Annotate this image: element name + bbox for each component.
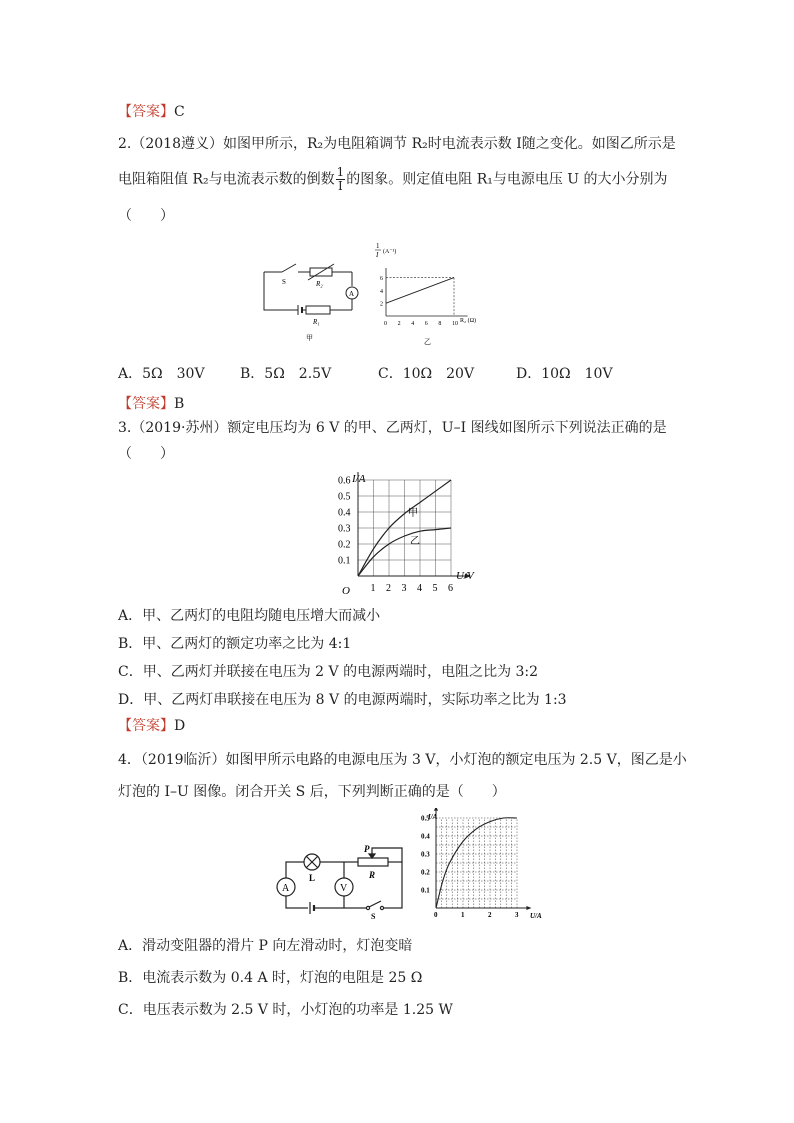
x-tick-label: 2 <box>488 911 492 919</box>
q2-option-d[interactable]: D．10Ω 10V <box>516 366 613 382</box>
r1-label: R₁ <box>313 318 320 326</box>
q2-line2 <box>118 166 668 193</box>
y-tick-label: 0.1 <box>421 886 430 895</box>
q2-line2-a: 电阻箱阻值 R₂与电流表示数的倒数 <box>118 171 335 188</box>
ammeter-label: A <box>349 290 355 298</box>
y-tick-label: 0.6 <box>338 475 351 487</box>
q2-option-b[interactable]: B．5Ω 2.5V <box>240 366 332 382</box>
x-tick-label: 6 <box>448 583 453 594</box>
origin-label: O <box>342 585 350 597</box>
y-axis-label: I/A <box>428 813 438 821</box>
data-line <box>386 278 454 304</box>
y-tick-label: 0.3 <box>338 523 351 535</box>
curve-label-jia: 甲 <box>408 508 418 519</box>
answer-tag: 【答案】 <box>118 718 174 734</box>
q2-graph-yi <box>372 240 492 348</box>
r2-label: R₂ <box>316 280 323 288</box>
q4-option-c[interactable]: C．电压表示数为 2.5 V 时，小灯泡的功率是 1.25 W <box>118 1002 453 1018</box>
x-tick-label: 2 <box>397 321 401 327</box>
y-tick-label: 0.2 <box>421 868 430 877</box>
x-axis-label: U/V <box>456 570 474 582</box>
y-axis-frac-den: I <box>376 251 379 259</box>
q4-circuit-diagram <box>268 840 418 920</box>
q3-option-c[interactable]: C．甲、乙两灯并联接在电压为 2 V 的电源两端时，电阻之比为 3:2 <box>118 664 539 680</box>
q4-line1: 4．（2019临沂）如图甲所示电路的电源电压为 3 V，小灯泡的额定电压为 2.5 V，图乙是小 <box>118 752 687 768</box>
q3-line1: 3.（2019·苏州）额定电压均为 6 V 的甲、乙两灯，U–I 图线如图所示下列说法正确的是 <box>118 420 667 436</box>
y-axis-label: I/A <box>352 473 366 485</box>
q2-blank: （ ） <box>118 208 174 224</box>
x-tick-label: 2 <box>386 583 391 594</box>
answer-value: C <box>174 104 185 120</box>
y-tick-label: 0.2 <box>338 539 351 551</box>
x-tick-label: 4 <box>411 321 415 327</box>
q3-option-b[interactable]: B．甲、乙两灯的额定功率之比为 4:1 <box>118 636 352 652</box>
x-tick-label: 0 <box>384 321 387 327</box>
answer-value: B <box>174 396 185 412</box>
q2-options <box>118 364 613 384</box>
x-tick-label: 5 <box>432 583 438 594</box>
x-tick-label: 6 <box>424 321 428 327</box>
y-tick-label: 0.4 <box>421 832 430 841</box>
answer-value: D <box>174 718 186 734</box>
q3-option-a[interactable]: A．甲、乙两灯的电阻均随电压增大而减小 <box>118 608 381 624</box>
q3-iu-graph <box>328 472 488 600</box>
answer-1 <box>118 102 185 122</box>
rheostat-label: R <box>369 870 376 880</box>
voltmeter-label: V <box>340 883 348 894</box>
curve-label-yi: 乙 <box>410 536 420 547</box>
q4-option-a[interactable]: A．滑动变阻器的滑片 P 向左滑动时，灯泡变暗 <box>118 938 413 954</box>
q2-option-a[interactable]: A．5Ω 30V <box>118 366 205 382</box>
x-tick-label: 3 <box>515 911 519 919</box>
inverse-current-fraction: $\frac{1}{I}$ <box>336 165 345 193</box>
y-tick-label: 0.3 <box>421 850 430 859</box>
x-axis-label: R₂ (Ω) <box>460 318 477 324</box>
slider-label: P <box>364 844 370 854</box>
y-tick-label: 6 <box>380 276 383 283</box>
fig-caption-yi: 乙 <box>424 338 431 346</box>
y-axis-unit: (A⁻¹) <box>383 249 397 255</box>
answer-2 <box>118 394 184 414</box>
answer-tag: 【答案】 <box>118 104 174 120</box>
q2-line2-b: 的图象。则定值电阻 R₁与电源电压 U 的大小分别为 <box>346 171 668 188</box>
answer-3 <box>118 716 185 736</box>
y-tick-label: 0.5 <box>338 491 351 503</box>
lamp-label: L <box>309 873 316 883</box>
x-tick-label: 10 <box>452 321 458 327</box>
switch-label: S <box>282 278 286 286</box>
y-tick-label: 0.1 <box>338 555 351 567</box>
x-tick-label: 4 <box>417 583 422 594</box>
y-tick-label: 0.4 <box>338 507 351 519</box>
x-tick-label: 0 <box>434 911 438 919</box>
y-tick-label: 2 <box>380 301 383 308</box>
switch-label: S <box>371 912 376 920</box>
y-tick-label: 4 <box>380 288 383 295</box>
x-tick-label: 1 <box>461 911 465 919</box>
answer-tag: 【答案】 <box>118 396 174 412</box>
q4-option-b[interactable]: B．电流表示数为 0.4 A 时，灯泡的电阻是 25 Ω <box>118 970 423 986</box>
ammeter-label: A <box>282 883 290 894</box>
x-axis-arrow <box>526 906 531 910</box>
q3-blank: （ ） <box>118 446 174 462</box>
q4-line2: 灯泡的 I–U 图像。闭合开关 S 后，下列判断正确的是（ ） <box>118 784 506 800</box>
q2-circuit-diagram <box>258 236 370 342</box>
q4-iu-graph <box>414 808 554 922</box>
x-tick-label: 1 <box>370 583 376 594</box>
x-axis-label: U/A <box>530 912 542 920</box>
x-tick-label: 3 <box>401 583 407 594</box>
q2-option-c[interactable]: C．10Ω 20V <box>378 366 475 382</box>
y-axis-frac-num: 1 <box>376 242 380 250</box>
y-tick-label: 0.5 <box>421 814 430 823</box>
y-axis-arrow <box>434 808 438 811</box>
fig-caption-jia: 甲 <box>306 334 313 342</box>
q3-option-d[interactable]: D．甲、乙两灯串联接在电压为 8 V 的电源两端时，实际功率之比为 1:3 <box>118 692 567 708</box>
x-tick-label: 8 <box>438 321 442 327</box>
q2-line1: 2.（2018遵义）如图甲所示，R₂为电阻箱调节 R₂时电流表示数 I随之变化。如图乙所示是 <box>118 136 676 152</box>
